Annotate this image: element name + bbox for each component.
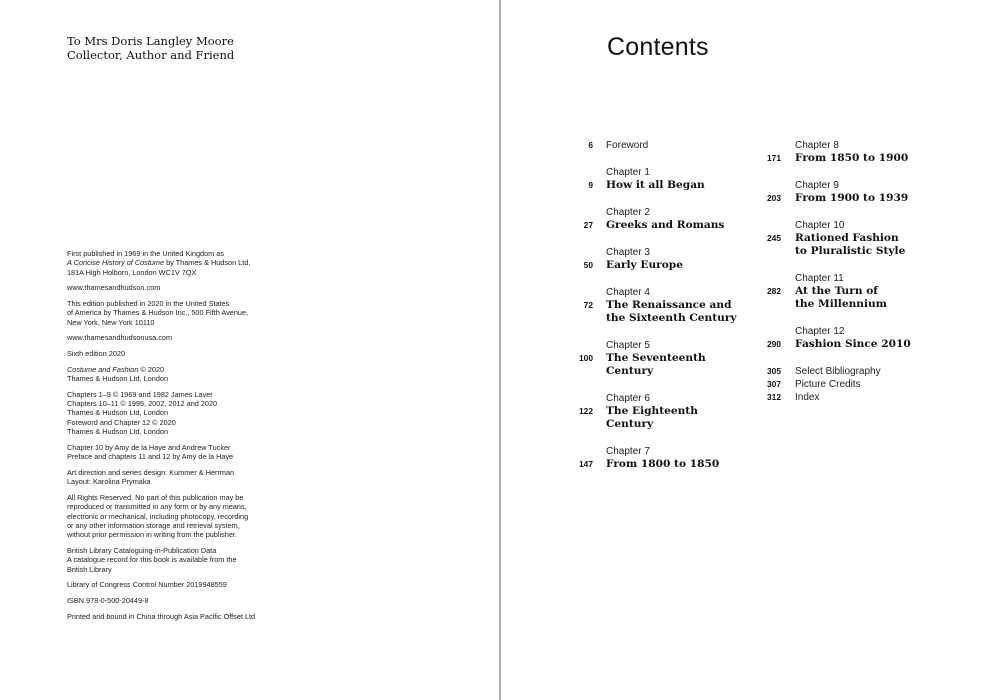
imprint-text: Art direction and series design: Kummer & Herrman Layout: Karolina Prymaka — [67, 467, 235, 487]
imprint-paragraph — [67, 493, 297, 540]
imprint-text: www.thamesandhudson.com — [67, 283, 161, 293]
dedication-line: To Mrs Doris Langley Moore — [67, 34, 234, 48]
imprint-text: British Library Cataloguing-in-Publication Data A catalogue record for this book is available from the British Library — [67, 546, 237, 574]
toc-section-title: Foreword — [606, 140, 649, 151]
toc-chapter-label: Chapter 2 — [606, 207, 650, 218]
toc-page-number: 72 — [583, 300, 593, 310]
toc-chapter-title: The Seventeenth Century — [606, 352, 706, 377]
toc-chapter-label: Chapter 8 — [795, 140, 839, 151]
dedication-line: Collector, Author and Friend — [67, 48, 235, 62]
toc-entry[interactable] — [557, 166, 747, 192]
toc-chapter-title: Greeks and Romans — [606, 219, 725, 231]
toc-chapter-label: Chapter 6 — [606, 393, 650, 404]
toc-entry[interactable] — [746, 272, 956, 311]
toc-section-title: Index — [795, 392, 820, 403]
toc-page-number: 27 — [583, 220, 593, 230]
toc-column-1 — [557, 139, 747, 471]
imprint-paragraph — [67, 596, 297, 605]
imprint-text: Sixth edition 2020 — [67, 349, 126, 358]
toc-entry[interactable] — [557, 206, 747, 232]
toc-entry[interactable] — [746, 219, 956, 258]
imprint-paragraph — [67, 612, 297, 621]
imprint-paragraph — [67, 365, 297, 384]
toc-page-number: 290 — [767, 339, 781, 349]
toc-chapter-label: Chapter 4 — [606, 287, 650, 298]
toc-chapter-title: From 1800 to 1850 — [606, 458, 720, 470]
imprint-paragraph — [67, 390, 297, 437]
toc-chapter-label: Chapter 12 — [795, 326, 845, 337]
toc-page-number: 282 — [767, 286, 781, 296]
toc-entry[interactable] — [557, 139, 747, 152]
toc-page-number: 305 — [767, 366, 781, 376]
toc-page-number: 6 — [588, 140, 593, 150]
left-page — [0, 0, 499, 700]
toc-entry[interactable] — [557, 445, 747, 471]
toc-chapter-title: Early Europe — [606, 259, 683, 271]
imprint-text: Printed and bound in China through Asia Pacific Offset Ltd — [67, 611, 256, 621]
imprint-paragraph — [67, 349, 297, 358]
imprint-paragraph — [67, 546, 297, 574]
toc-chapter-title: The Eighteenth Century — [606, 405, 698, 430]
toc-chapter-label: Chapter 7 — [606, 446, 650, 457]
toc-entry[interactable] — [557, 392, 747, 431]
toc-entry[interactable] — [557, 286, 747, 325]
toc-entry[interactable] — [746, 139, 956, 165]
toc-chapter-title: The Renaissance and the Sixteenth Century — [606, 299, 737, 324]
toc-chapter-title: From 1900 to 1939 — [795, 192, 909, 204]
contents-title: Contents — [607, 33, 709, 61]
toc-section-title: Picture Credits — [795, 379, 861, 390]
toc-page-number: 100 — [579, 353, 593, 363]
imprint-text: Library of Congress Control Number 2019948559 — [67, 580, 227, 590]
toc-page-number: 203 — [767, 193, 781, 203]
toc-page-number: 307 — [767, 379, 781, 389]
imprint-paragraph — [67, 299, 297, 327]
imprint-paragraph — [67, 580, 297, 589]
toc-page-number: 245 — [767, 233, 781, 243]
toc-chapter-label: Chapter 3 — [606, 247, 650, 258]
toc-chapter-label: Chapter 1 — [606, 167, 650, 178]
toc-chapter-title: Fashion Since 2010 — [795, 338, 911, 350]
imprint-text: All Rights Reserved. No part of this publication may be reproduced or transmitted in any form or by any means, electronic or mechanical, including photocopy, recording or any other information storage and retrieval system, without prior permission in writing from the publisher. — [67, 492, 249, 540]
imprint-text: © 2020 Thames & Hudson Ltd, London — [67, 364, 169, 383]
toc-chapter-title: At the Turn of the Millennium — [795, 285, 887, 310]
toc-entry[interactable] — [746, 378, 956, 391]
imprint-text: by Thames & Hudson Ltd, 181A High Holborn, London WC1V 7QX — [67, 258, 251, 277]
imprint-paragraph — [67, 333, 297, 342]
dedication — [67, 34, 234, 62]
toc-page-number: 122 — [579, 406, 593, 416]
imprint-italic-title: A Concise History of Costume — [67, 258, 165, 268]
toc-page-number: 171 — [767, 153, 781, 163]
imprint-paragraph — [67, 468, 297, 487]
imprint-italic-title: Costume and Fashion — [67, 364, 139, 374]
right-page — [501, 0, 1000, 700]
toc-page-number: 50 — [583, 260, 593, 270]
toc-chapter-title: How it all Began — [606, 179, 705, 191]
toc-page-number: 147 — [579, 459, 593, 469]
toc-chapter-title: From 1850 to 1900 — [795, 152, 909, 164]
toc-entry[interactable] — [746, 365, 956, 378]
imprint-text: This edition published in 2020 in the United States of America by Thames & Hudson Inc., 500 Fifth Avenue, New York, New York 10110 — [67, 299, 249, 327]
toc-page-number: 312 — [767, 392, 781, 402]
toc-entry[interactable] — [746, 325, 956, 351]
imprint-paragraph — [67, 283, 297, 292]
toc-chapter-title: Rationed Fashion to Pluralistic Style — [795, 232, 906, 257]
imprint-text: www.thamesandhudsonusa.com — [67, 333, 173, 343]
imprint-text: First published in 1969 in the United Kingdom as — [67, 249, 224, 258]
toc-entry[interactable] — [746, 391, 956, 404]
toc-column-2 — [746, 139, 956, 404]
imprint-text: ISBN 978-0-500-20449-8 — [67, 596, 149, 606]
toc-chapter-label: Chapter 10 — [795, 220, 845, 231]
imprint-text: Chapter 10 by Amy de la Haye and Andrew Tucker Preface and chapters 11 and 12 by Amy de la Haye — [67, 442, 234, 462]
toc-chapter-label: Chapter 5 — [606, 340, 650, 351]
toc-page-number: 9 — [588, 180, 593, 190]
toc-chapter-label: Chapter 11 — [795, 273, 844, 284]
toc-entry[interactable] — [746, 179, 956, 205]
copyright-imprint — [67, 249, 297, 627]
imprint-paragraph — [67, 443, 297, 462]
toc-entry[interactable] — [557, 246, 747, 272]
imprint-paragraph — [67, 249, 297, 277]
imprint-text: Chapters 1–9 © 1969 and 1982 James Laver Chapters 10–11 © 1995, 2002, 2012 and 2020 Thames & Hudson Ltd, London Foreword and Chapter 12 © 2020 Thames & Hudson Ltd, London — [67, 389, 218, 437]
toc-chapter-label: Chapter 9 — [795, 180, 839, 191]
toc-entry[interactable] — [557, 339, 747, 378]
toc-section-title: Select Bibliography — [795, 366, 881, 377]
